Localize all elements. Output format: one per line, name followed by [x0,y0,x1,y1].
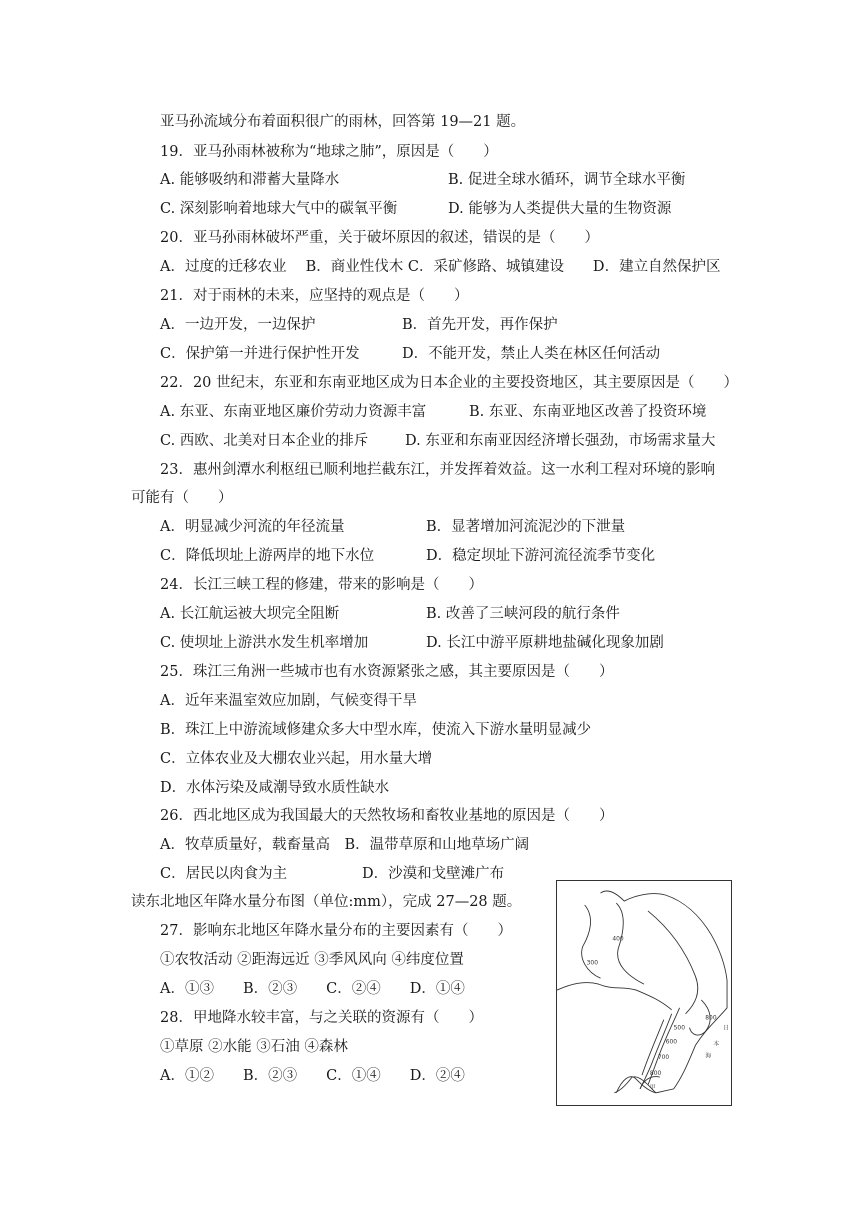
question-23-option-a: A．明显减少河流的年径流量 [160,519,345,535]
question-26-stem: 26．西北地区成为我国最大的天然牧场和畜牧业基地的原因是（ ） [160,808,614,824]
isohyet-500 [648,911,698,1014]
map-label-800: 800 [649,1070,662,1078]
question-25-stem: 25．珠江三角洲一些城市也有水资源紧张之感，其主要原因是（ ） [160,664,614,680]
map-boundary-west [557,983,672,1010]
map-label-400: 400 [612,935,624,943]
question-19-option-b: B. 促进全球水循环，调节全球水平衡 [448,172,686,188]
question-25-option-d: D．水体污染及咸潮导致水质性缺水 [160,780,390,796]
map-label-500: 500 [673,1024,685,1032]
map-label-sea-3: 海 [705,1052,712,1060]
precipitation-map-drawing [557,881,731,1105]
map-border-outline [601,891,728,1093]
question-27-items: ①农牧活动 ②距海远近 ③季风风向 ④纬度位置 [160,952,464,968]
question-20-options: A．过度的迁移农业 B．商业性伐木 C．采矿修路、城镇建设 D．建立自然保护区 [160,259,721,275]
question-24-option-d: D. 长江中游平原耕地盐碱化现象加剧 [426,635,664,651]
question-19-option-c: C. 深刻影响着地球大气中的碳氧平衡 [160,201,398,217]
question-27-stem: 27．影响东北地区年降水量分布的主要因素有（ ） [160,923,512,939]
question-26-option-c: C．居民以肉食为主 [160,866,288,882]
question-22-option-c: C. 西欧、北美对日本企业的排斥 [160,433,369,449]
question-26-option-ab: A．牧草质量好，载畜量高 B．温带草原和山地草场广阔 [160,837,530,853]
passage-intro-northeast-map: 读东北地区年降水量分布图（单位:mm），完成 27—28 题。 [131,894,522,910]
passage-intro-amazon: 亚马孙流域分布着面积很广的雨林，回答第 19—21 题。 [160,114,526,130]
question-24-option-a: A. 长江航运被大坝完全阻断 [160,606,340,622]
isohyet-700 [640,1014,672,1089]
map-label-sea-1: 日 [723,1024,730,1032]
question-23-option-d: D．稳定坝址下游河流径流季节变化 [426,548,656,564]
isohyet-800 [642,1020,664,1078]
question-21-option-c: C．保护第一并进行保护性开发 [160,346,360,362]
question-23-stem-line1: 23．惠州剑潭水利枢纽已顺利地拦截东江，并发挥着效益。这一水利工程对环境的影响 [160,462,715,478]
map-label-jia: 甲 [649,1083,656,1091]
question-24-option-b: B. 改善了三峡河段的航行条件 [426,606,620,622]
question-25-option-a: A．近年来温室效应加剧，气候变得干旱 [160,693,417,709]
question-26-option-d: D．沙漠和戈壁滩广布 [362,866,505,882]
northeast-precipitation-map [556,880,732,1106]
question-22-stem: 22．20 世纪末，东亚和东南亚地区成为日本企业的主要投资地区，其主要原因是（ ） [160,375,739,391]
map-label-sea-2: 本 [713,1040,720,1048]
question-23-option-b: B．显著增加河流泥沙的下泄量 [426,519,626,535]
question-24-option-c: C. 使坝址上游洪水发生机率增加 [160,635,369,651]
question-21-option-d: D．不能开发，禁止人类在林区任何活动 [402,346,661,362]
question-28-options: A．①② B．②③ C．①④ D．②④ [160,1068,465,1084]
question-24-stem: 24．长江三峡工程的修建，带来的影响是（ ） [160,577,483,593]
map-label-300: 300 [586,959,598,967]
question-20-stem: 20．亚马孙雨林破坏严重，关于破坏原因的叙述，错误的是（ ） [160,230,599,246]
question-22-option-a: A. 东亚、东南亚地区廉价劳动力资源丰富 [160,404,427,420]
question-23-option-c: C．降低坝址上游两岸的地下水位 [160,548,375,564]
question-22-option-d: D. 东亚和东南亚因经济增长强劲，市场需求量大 [405,433,716,449]
map-label-600: 600 [665,1038,678,1046]
question-21-stem: 21．对于雨林的未来，应坚持的观点是（ ） [160,288,469,304]
question-27-options: A．①③ B．②③ C．②④ D．①④ [160,981,465,997]
question-25-option-c: C．立体农业及大棚农业兴起，用水量大增 [160,751,433,767]
map-label-700: 700 [657,1054,670,1062]
question-22-option-b: B. 东亚、东南亚地区改善了投资环境 [469,404,707,420]
question-28-stem: 28．甲地降水较丰富，与之关联的资源有（ ） [160,1010,483,1026]
question-28-items: ①草原 ②水能 ③石油 ④森林 [160,1039,348,1055]
question-21-option-a: A．一边开发，一边保护 [160,317,316,333]
question-19-option-a: A. 能够吸纳和滞蓄大量降水 [160,172,340,188]
question-19-option-d: D. 能够为人类提供大量的生物资源 [448,201,672,217]
question-23-stem-line2: 可能有（ ） [131,490,233,506]
isohyet-400 [616,903,644,984]
map-label-800-east: 800 [705,1014,717,1022]
question-19-stem: 19．亚马孙雨林被称为“地球之肺”，原因是（ ） [160,144,498,160]
isohyet-300 [582,905,601,978]
question-25-option-b: B．珠江上中游流域修建众多大中型水库，使流入下游水量明显减少 [160,722,592,738]
question-21-option-b: B．首先开发，再作保护 [402,317,558,333]
